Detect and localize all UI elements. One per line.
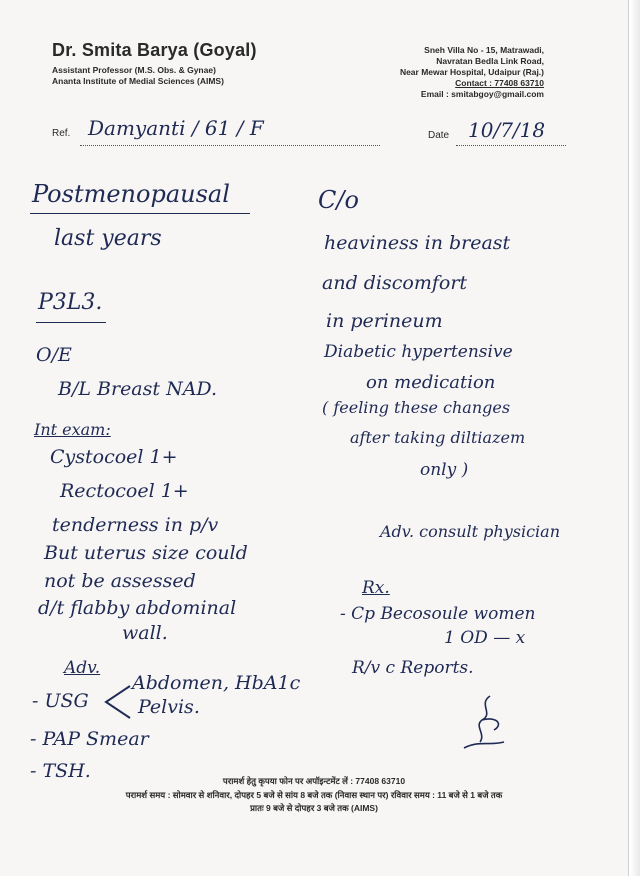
note-abdomen: Abdomen, HbA1c [132,672,301,694]
note-heaviness: heaviness in breast [324,232,511,254]
note-co: C/o [318,186,359,214]
note-perineum: in perineum [326,310,443,332]
address-line-1: Sneh Villa No - 15, Matrawadi, [424,45,544,55]
address-line-2: Navratan Bedla Link Road, [436,56,544,66]
note-flabby: d/t flabby abdominal [38,597,237,619]
note-tsh: - TSH. [30,760,91,782]
footer-aims-timings: प्रातः 9 बजे से दोपहर 3 बजे तक (AIMS) [250,803,378,813]
note-usg: - USG [32,690,89,712]
note-years: last years [54,226,162,251]
footer-timings: परामर्श समय : सोमवार से शनिवार, दोपहर 5 बजे से सांय 8 बजे तक (निवास स्थान पर) रविवार समय : 11 बजे से 1 बजे तक [125,790,503,800]
note-rx: Rx. [362,578,390,598]
note-diltiazem: after taking diltiazem [350,428,526,447]
date-underline [456,145,566,146]
doctor-institute: Ananta Institute of Medial Sciences (AIMS) [52,76,224,86]
note-cystocoel: Cystocoel 1+ [50,446,178,468]
note-int-exam: Int exam: [34,420,111,439]
note-feeling: ( feeling these changes [322,398,511,417]
note-uterus: But uterus size could [44,542,248,564]
note-pelvis: Pelvis. [138,696,200,718]
note-review: R/v c Reports. [352,658,474,678]
note-diabetic: Diabetic hypertensive [324,342,513,362]
note-oe: O/E [36,344,72,366]
bracket-mark [100,682,136,722]
note-tenderness: tenderness in p/v [52,514,219,536]
ref-label: Ref. [52,128,71,139]
page-edge [630,0,640,876]
note-discomfort: and discomfort [322,272,468,294]
note-pap: - PAP Smear [30,728,149,750]
footer-appointment: परामर्श हेतु कृपया फोन पर अपॉइन्टमेंट लें : 77408 63710 [222,776,406,786]
email-address: Email : smitabgoy@gmail.com [420,89,544,99]
note-wall: wall. [122,622,168,644]
note-rectocoel: Rectocoel 1+ [60,480,189,502]
address-line-3: Near Mewar Hospital, Udaipur (Raj.) [399,67,544,77]
note-only: only ) [420,460,469,480]
note-dose: 1 OD — x [444,628,526,648]
doctor-designation: Assistant Professor (M.S. Obs. & Gynae) [52,65,216,75]
note-postmenopausal: Postmenopausal [32,180,230,208]
note-consult: Adv. consult physician [380,522,560,541]
doctor-signature [460,690,520,750]
note-medication: on medication [366,372,496,393]
visit-date: 10/7/18 [468,118,546,142]
ref-underline [80,145,380,146]
note-underline [30,213,250,214]
note-not-assessed: not be assessed [44,570,196,592]
note-becosoule: - Cp Becosoule women [340,604,536,624]
note-parity: P3L3. [38,290,103,315]
patient-ref: Damyanti / 61 / F [88,116,264,140]
doctor-name: Dr. Smita Barya (Goyal) [52,40,257,60]
parity-underline [36,322,106,323]
contact-number: Contact : 77408 63710 [455,78,544,88]
note-breast: B/L Breast NAD. [58,378,218,400]
date-label: Date [428,130,450,141]
note-adv-label: Adv. [64,658,101,678]
